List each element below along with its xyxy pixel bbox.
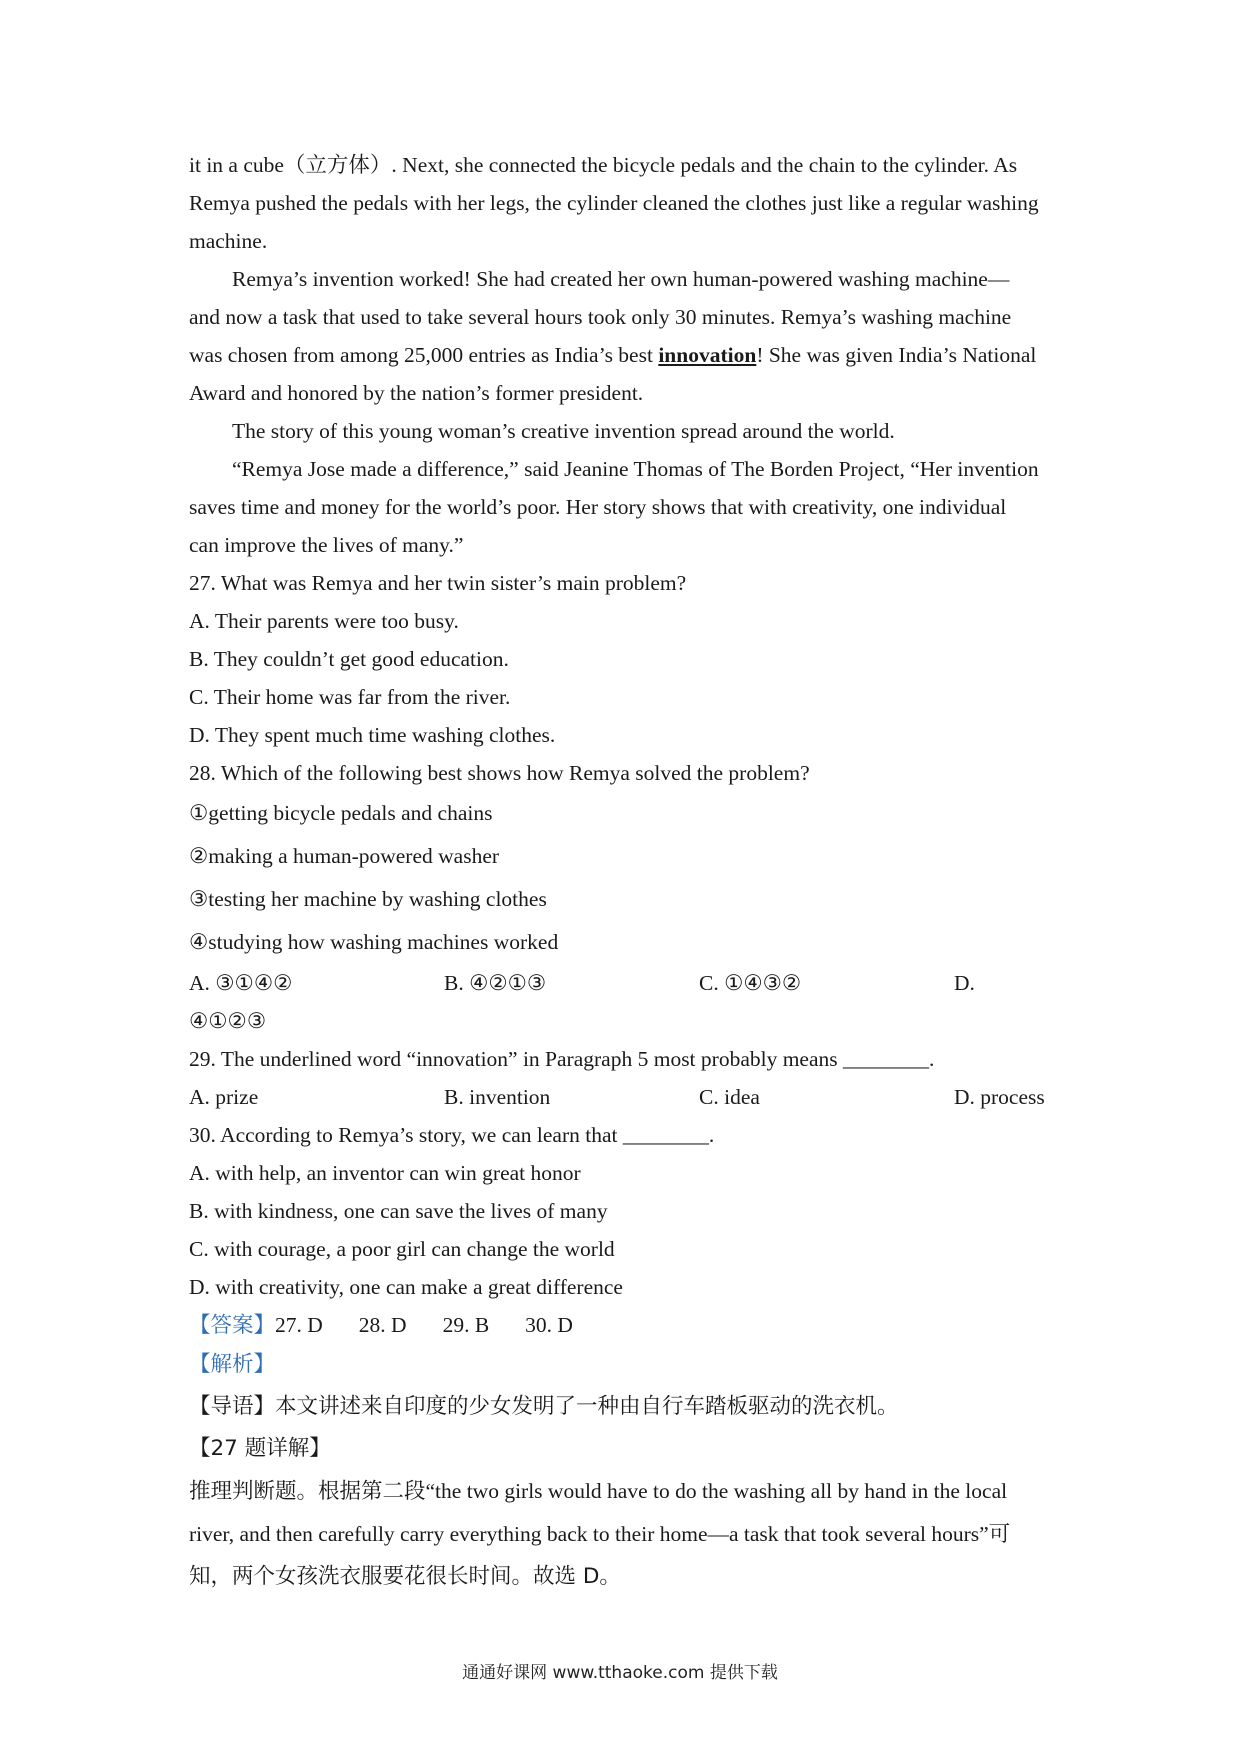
question-28-step-1: ①getting bicycle pedals and chains	[189, 801, 493, 825]
question-30-option-b: B. with kindness, one can save the lives of many	[189, 1199, 608, 1223]
question-30-option-d: D. with creativity, one can make a great difference	[189, 1275, 623, 1299]
question-29-option-d: D. process	[954, 1085, 1045, 1109]
question-30-stem: 30. According to Remya’s story, we can learn that ________.	[189, 1123, 715, 1147]
question-28-step-2: ②making a human-powered washer	[189, 844, 500, 868]
passage-line: Award and honored by the nation’s former president.	[189, 381, 644, 405]
question-28-step-3: ③testing her machine by washing clothes	[189, 887, 547, 911]
analysis-text-cn: 推理判断题。根据第二段	[189, 1479, 426, 1504]
passage-line: Remya pushed the pedals with her legs, the cylinder cleaned the clothes just like a regular washing	[189, 191, 1039, 215]
question-28-option-b: B. ④②①③	[444, 971, 547, 995]
document-page	[189, 146, 1059, 1598]
answer-item: 29. B	[442, 1313, 490, 1337]
question-27-option-a: A. Their parents were too busy.	[189, 609, 459, 633]
page-footer: 通通好课网 www.tthaoke.com 提供下载	[462, 1663, 778, 1683]
question-28-step-4: ④studying how washing machines worked	[189, 930, 559, 954]
question-27-option-b: B. They couldn’t get good education.	[189, 647, 509, 671]
analysis-q27-line: 知，两个女孩洗衣服要花很长时间。故选 D。	[189, 1564, 621, 1589]
passage-line: saves time and money for the world’s poor. Her story shows that with creativity, one individual	[189, 495, 1007, 519]
question-27-option-c: C. Their home was far from the river.	[189, 685, 511, 709]
answer-item: 30. D	[525, 1313, 573, 1337]
question-28-option-c: C. ①④③②	[699, 971, 802, 995]
answer-item: 27. D	[275, 1313, 323, 1337]
question-28-option-d: D.	[954, 971, 975, 995]
underlined-word-innovation: innovation	[658, 343, 757, 367]
passage-line: The story of this young woman’s creative invention spread around the world.	[232, 419, 895, 443]
answer-row	[189, 1306, 1059, 1344]
question-28-option-a: A. ③①④②	[189, 971, 293, 995]
passage-line: Remya’s invention worked! She had created her own human-powered washing machine—	[232, 267, 1010, 291]
analysis-q27-line	[189, 1470, 1059, 1513]
question-29-option-c: C. idea	[699, 1085, 760, 1109]
analysis-q27-line	[189, 1513, 1059, 1556]
passage-line: it in a cube（立方体）. Next, she connected the bicycle pedals and the chain to the cylinder. As	[189, 153, 1018, 177]
analysis-q27-heading: 【27 题详解】	[189, 1436, 331, 1461]
question-29-stem: 29. The underlined word “innovation” in Paragraph 5 most probably means ________.	[189, 1047, 935, 1071]
question-30-option-a: A. with help, an inventor can win great honor	[189, 1161, 581, 1185]
analysis-tag: 【解析】	[189, 1352, 276, 1377]
analysis-quote: “the two girls would have to do the washing all by hand in the local	[425, 1479, 1008, 1503]
question-28-option-d-wrap: ④①②③	[189, 1009, 267, 1033]
passage-line: “Remya Jose made a difference,” said Jeanine Thomas of The Borden Project, “Her invention	[232, 457, 1039, 481]
question-30-option-c: C. with courage, a poor girl can change the world	[189, 1237, 615, 1261]
question-29-options	[189, 1078, 1059, 1116]
answer-tag: 【答案】	[189, 1313, 276, 1337]
answer-item: 28. D	[358, 1313, 407, 1337]
question-28-options	[189, 964, 1059, 1002]
passage-line	[189, 336, 1059, 374]
analysis-intro: 【导语】本文讲述来自印度的少女发明了一种由自行车踏板驱动的洗衣机。	[189, 1394, 899, 1419]
question-29-option-a: A. prize	[189, 1085, 259, 1109]
passage-line: and now a task that used to take several hours took only 30 minutes. Remya’s washing machine	[189, 305, 1012, 329]
question-28-stem: 28. Which of the following best shows how Remya solved the problem?	[189, 761, 810, 785]
analysis-quote: river, and then carefully carry everything back to their home—a task that took several hours”	[189, 1522, 989, 1546]
passage-text: was chosen from among 25,000 entries as India’s best	[189, 343, 659, 367]
passage-line: can improve the lives of many.”	[189, 533, 464, 557]
question-27-option-d: D. They spent much time washing clothes.	[189, 723, 556, 747]
question-29-option-b: B. invention	[444, 1085, 551, 1109]
question-27-stem: 27. What was Remya and her twin sister’s main problem?	[189, 571, 687, 595]
passage-text: ! She was given India’s National	[756, 343, 1037, 367]
analysis-text-cn: 可	[988, 1522, 1011, 1547]
passage-line: machine.	[189, 229, 268, 253]
